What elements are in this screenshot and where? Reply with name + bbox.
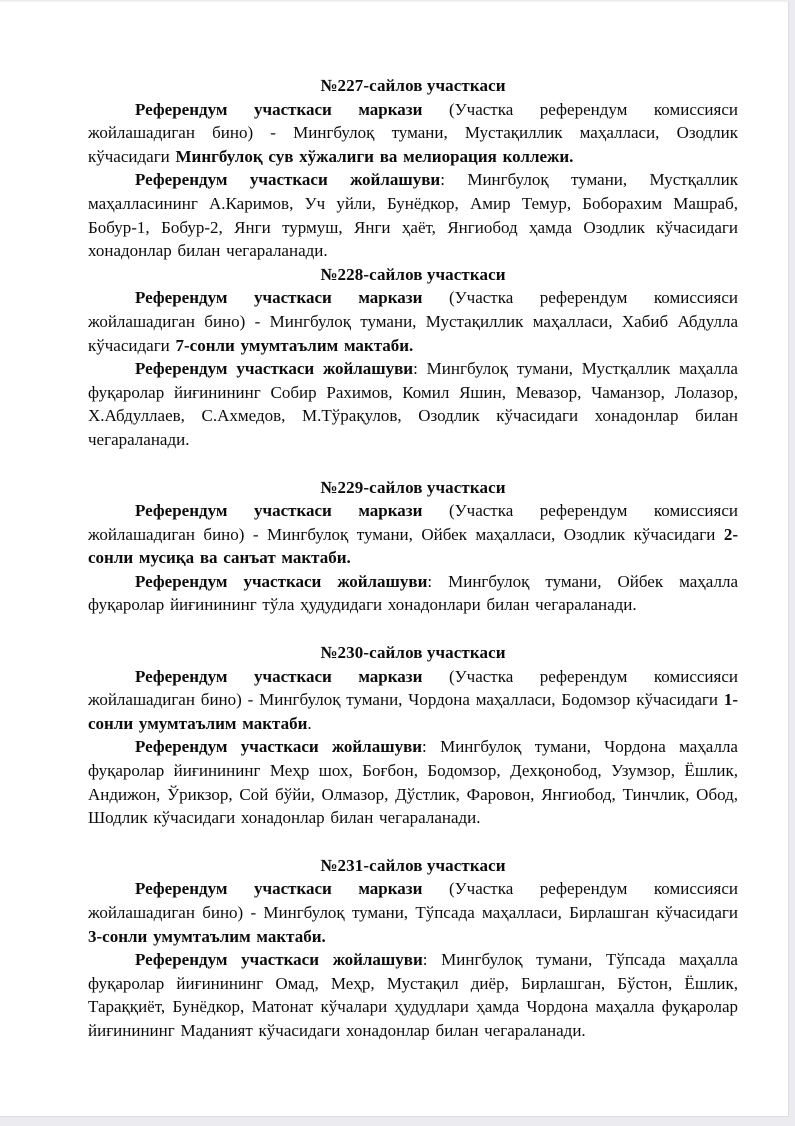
center-text: (Участка референдум комиссияси жойлашадиган бино) - Мингбулоқ тумани, Чордона маҳалласи, Бодомзор кўчасидаги bbox=[88, 666, 738, 710]
center-label: Референдум участкаси маркази bbox=[135, 501, 423, 521]
location-text: : Мингбулоқ тумани, Мустқаллик маҳалласининг А.Каримов, Уч уйли, Бунёдкор, Амир Темур, Боборахим Машраб, Бобур-1, Бобур-2, Янги турмуш, Янги ҳаёт, Янгиобод ҳамда Озодлик кўчасидаги хонадонлар билан чегараланади. bbox=[88, 170, 738, 261]
center-text: (Участка референдум комиссияси жойлашадиган бино) - Мингбулоқ тумани, Ойбек маҳалласи, Озодлик кўчасидаги bbox=[88, 501, 738, 544]
precinct-center-paragraph bbox=[88, 877, 738, 948]
center-label: Референдум участкаси маркази bbox=[135, 99, 423, 119]
center-label: Референдум участкаси маркази bbox=[135, 879, 423, 899]
section-heading: №228-сайлов участкаси bbox=[320, 264, 506, 284]
section-precinct-227 bbox=[88, 74, 738, 263]
location-label: Референдум участкаси жойлашуви bbox=[135, 950, 423, 970]
section-heading: №227-сайлов участкаси bbox=[320, 76, 506, 95]
location-text: : Мингбулоқ тумани, Ойбек маҳалла фуқаролар йиғинининг тўла ҳудудидаги хонадонлари билан чегараланади. bbox=[88, 571, 738, 615]
document-page bbox=[0, 1, 789, 1117]
facility-name: 7-сонли умумтаълим мактаби. bbox=[175, 335, 414, 355]
precinct-center-paragraph bbox=[88, 499, 738, 570]
precinct-location-paragraph bbox=[88, 735, 738, 829]
precinct-center-paragraph bbox=[88, 286, 738, 357]
section-precinct-231 bbox=[88, 854, 738, 1043]
location-label: Референдум участкаси жойлашуви bbox=[135, 571, 428, 591]
center-text: (Участка референдум комиссияси жойлашадиган бино) - Мингбулоқ тумани, Мустақиллик маҳалласи, Хабиб Абдулла кўчасидаги bbox=[88, 288, 738, 355]
center-label: Референдум участкаси маркази bbox=[135, 666, 423, 686]
facility-name: 1-сонли умумтаълим мактаби bbox=[88, 690, 738, 733]
precinct-center-paragraph bbox=[88, 665, 738, 736]
section-precinct-228 bbox=[88, 263, 738, 452]
location-text: : Мингбулоқ тумани, Тўпсада маҳалла фуқаролар йиғинининг Омад, Меҳр, Мустақил диёр, Бирлашган, Бўстон, Ёшлик, Тараққиёт, Бунёдкор, Матонат кўчалари ҳудудлари ҳамда Чордона маҳалла фуқаролар йиғинининг Маданият кўчасидаги хонадонлар билан чегараланади. bbox=[88, 950, 738, 1040]
location-text: : Мингбулоқ тумани, Мустқаллик маҳалла фуқаролар йиғинининг Собир Рахимов, Комил Яшин, Мевазор, Чаманзор, Лолазор, Х.Абдуллаев, С.Ахмедов, М.Тўрақулов, Озодлик кўчасидаги хонадонлар билан чегараланади. bbox=[88, 359, 738, 449]
section-heading: №231-сайлов участкаси bbox=[320, 855, 506, 875]
center-text: (Участка референдум комиссияси жойлашадиган бино) - Мингбулоқ тумани, Тўпсада маҳалласи, Бирлашган кўчасидаги bbox=[88, 879, 738, 922]
section-heading: №229-сайлов участкаси bbox=[320, 477, 506, 497]
section-precinct-230 bbox=[88, 641, 738, 830]
precinct-location-paragraph bbox=[88, 357, 738, 451]
document-content bbox=[88, 74, 738, 1043]
section-precinct-229 bbox=[88, 476, 738, 618]
center-label: Референдум участкаси маркази bbox=[135, 288, 423, 308]
location-label: Референдум участкаси жойлашуви bbox=[135, 359, 414, 379]
center-tail: . bbox=[307, 713, 312, 733]
location-text: : Мингбулоқ тумани, Чордона маҳалла фуқаролар йиғинининг Меҳр шох, Боғбон, Бодомзор, Дехқонобод, Узумзор, Ёшлик, Андижон, Ўрикзор, Сой бўйи, Олмазор, Дўстлик, Фаровон, Янгиобод, Тинчлик, Обод, Шодлик кўчасидаги хонадонлар билан чегараланади. bbox=[88, 737, 738, 828]
location-label: Референдум участкаси жойлашуви bbox=[135, 170, 441, 190]
section-heading: №230-сайлов участкаси bbox=[320, 643, 506, 663]
precinct-location-paragraph bbox=[88, 948, 738, 1042]
facility-name: 3-сонли умумтаълим мактаби. bbox=[88, 926, 326, 946]
facility-name: 2-сонли мусиқа ва санъат мактаби. bbox=[88, 524, 738, 568]
facility-name: Мингбулоқ сув хўжалиги ва мелиорация коллежи. bbox=[175, 146, 574, 166]
precinct-location-paragraph bbox=[88, 168, 738, 262]
precinct-center-paragraph bbox=[88, 98, 738, 169]
location-label: Референдум участкаси жойлашуви bbox=[135, 737, 423, 757]
precinct-location-paragraph bbox=[88, 570, 738, 617]
center-text: (Участка референдум комиссияси жойлашадиган бино) - Мингбулоқ тумани, Мустақиллик маҳалласи, Озодлик кўчасидаги bbox=[88, 99, 738, 166]
